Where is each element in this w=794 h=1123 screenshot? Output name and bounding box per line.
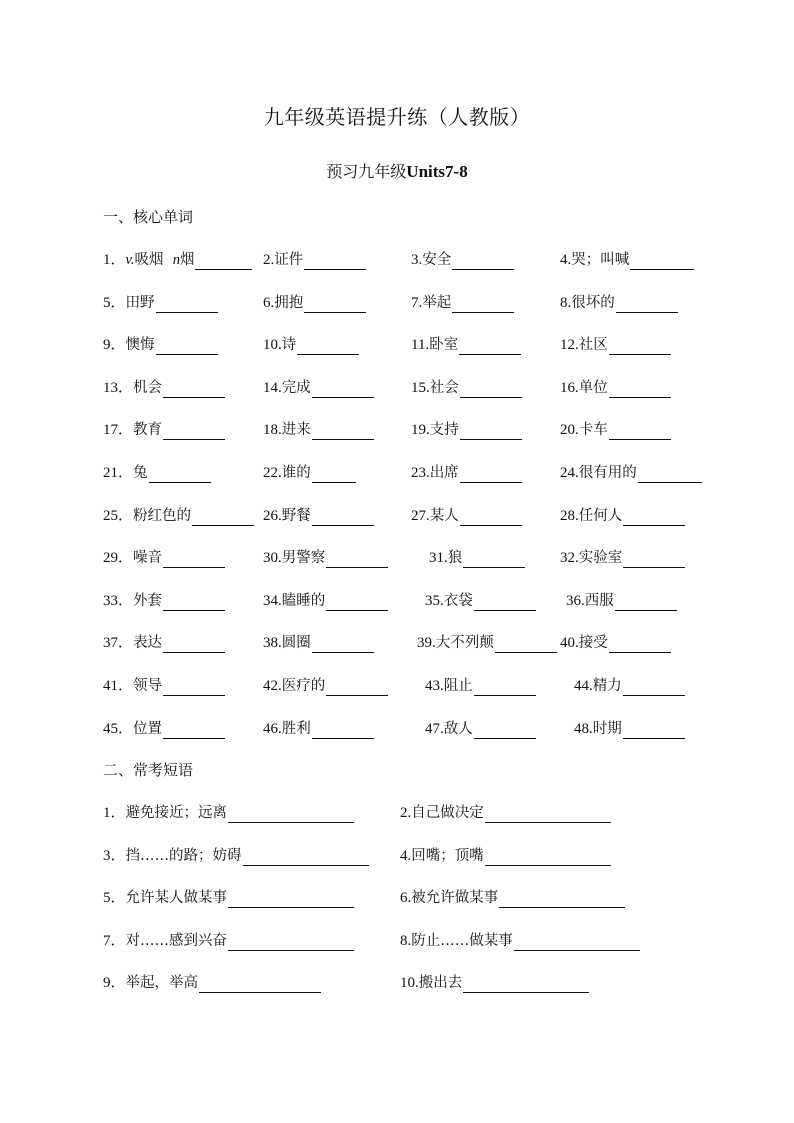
answer-blank[interactable] <box>474 724 536 739</box>
word-item-number: 31. <box>429 550 448 567</box>
word-item-number: 29． <box>103 550 134 567</box>
phrase-item-number: 5． <box>103 890 126 907</box>
answer-blank[interactable] <box>163 724 225 739</box>
word-item-text: 吸烟 <box>134 252 173 268</box>
word-item-text: 懊悔 <box>125 337 155 354</box>
answer-blank[interactable] <box>452 255 514 270</box>
word-item <box>263 335 359 355</box>
word-item-number: 3. <box>411 252 423 268</box>
word-item-number: 38. <box>263 635 282 652</box>
answer-blank[interactable] <box>228 936 354 951</box>
phrase-item-number: 6. <box>400 890 412 907</box>
word-item-number: 44. <box>574 678 593 694</box>
word-item-text: 胜利 <box>281 720 311 737</box>
word-item <box>103 378 225 398</box>
answer-blank[interactable] <box>312 638 374 653</box>
word-item <box>560 463 702 483</box>
word-item-text: 表达 <box>133 635 163 652</box>
word-item <box>263 463 356 483</box>
word-item-number: 12. <box>560 337 579 354</box>
word-item <box>263 293 366 313</box>
phrase-item-text: 举起，举高 <box>125 975 199 992</box>
word-item <box>263 250 366 270</box>
answer-blank[interactable] <box>474 596 536 611</box>
answer-blank[interactable] <box>485 851 611 866</box>
word-item <box>103 463 211 483</box>
word-item-text: 野餐 <box>281 507 311 524</box>
answer-blank[interactable] <box>326 553 388 568</box>
part-of-speech-verb: v. <box>125 252 135 268</box>
answer-blank[interactable] <box>243 851 369 866</box>
word-item-number: 39. <box>417 635 436 652</box>
phrase-item-number: 9． <box>103 975 126 992</box>
word-item <box>263 378 374 398</box>
word-item-number: 23. <box>411 465 430 481</box>
word-item-text: 兔 <box>133 465 148 481</box>
word-item-text: 某人 <box>429 507 459 524</box>
phrase-item <box>103 931 354 951</box>
answer-blank[interactable] <box>638 468 702 483</box>
word-item-text: 支持 <box>429 422 459 439</box>
answer-blank[interactable] <box>156 298 218 313</box>
answer-blank[interactable] <box>463 553 525 568</box>
word-item <box>103 591 225 611</box>
word-item-text: 社区 <box>578 337 608 354</box>
word-item <box>566 591 677 611</box>
word-item <box>103 293 218 313</box>
answer-blank[interactable] <box>623 681 685 696</box>
word-item-text: 卡车 <box>578 422 608 439</box>
word-item-text: 精力 <box>592 678 622 694</box>
word-item-text: 安全 <box>422 252 452 268</box>
answer-blank[interactable] <box>312 511 374 526</box>
word-item-text: 时期 <box>592 720 622 737</box>
answer-blank[interactable] <box>149 468 211 483</box>
word-item <box>560 506 685 526</box>
word-item-number: 15. <box>411 379 430 396</box>
word-item-number: 24. <box>560 465 579 481</box>
subtitle-chinese: 预习九年级 <box>326 162 407 181</box>
word-item-text: 粉红色的 <box>133 507 192 524</box>
word-item <box>263 676 388 696</box>
page-subtitle <box>0 159 794 182</box>
word-item-number: 25． <box>103 507 134 524</box>
answer-blank[interactable] <box>163 383 225 398</box>
word-item-number: 32. <box>560 550 579 567</box>
word-item-number: 48. <box>574 720 593 737</box>
word-item <box>574 676 685 696</box>
word-item-text: 外套 <box>133 592 163 609</box>
word-item-text: 大不列颠 <box>435 635 494 652</box>
subtitle-units: Units7-8 <box>406 162 468 181</box>
word-item-text: 敌人 <box>443 720 473 737</box>
word-item-number: 19. <box>411 422 430 439</box>
word-item-number: 2. <box>263 252 275 268</box>
answer-blank[interactable] <box>460 468 522 483</box>
word-item <box>103 719 225 739</box>
word-item <box>411 420 522 440</box>
word-item <box>560 293 678 313</box>
answer-blank[interactable] <box>192 511 254 526</box>
page-title: 九年级英语提升练（人教版） <box>263 105 531 129</box>
word-item-number: 27. <box>411 507 430 524</box>
phrase-item-number: 3． <box>103 847 126 864</box>
word-item-number: 30. <box>263 550 282 567</box>
phrase-item <box>103 888 354 908</box>
word-item-number: 5． <box>103 294 126 311</box>
word-item <box>425 676 536 696</box>
word-item-text: 很坏的 <box>571 294 615 311</box>
word-item <box>411 335 521 355</box>
phrase-item-text: 自己做决定 <box>411 805 484 821</box>
word-item-text: 谁的 <box>281 465 311 481</box>
phrase-item-text: 挡……的路；妨碍 <box>125 847 242 864</box>
word-item-number: 47. <box>425 720 444 737</box>
word-item-number: 1． <box>103 252 126 268</box>
answer-blank[interactable] <box>163 425 225 440</box>
word-item <box>263 506 374 526</box>
word-item <box>263 719 374 739</box>
phrase-item-text: 允许某人做某事 <box>125 890 228 907</box>
word-item-text: 任何人 <box>578 507 623 524</box>
phrase-item-text: 对……感到兴奋 <box>125 932 228 949</box>
word-item <box>574 719 685 739</box>
answer-blank[interactable] <box>163 681 225 696</box>
answer-blank[interactable] <box>623 553 685 568</box>
word-item-text: 圆圈 <box>281 635 311 652</box>
answer-blank[interactable] <box>228 808 354 823</box>
word-item-text: 完成 <box>281 379 311 396</box>
word-item-text: 诗 <box>281 337 297 354</box>
answer-blank[interactable] <box>460 511 522 526</box>
word-item-text: 进来 <box>281 422 311 439</box>
word-item <box>103 420 225 440</box>
word-item-text: 西服 <box>584 592 614 609</box>
answer-blank[interactable] <box>312 468 356 483</box>
word-item-number: 17． <box>103 422 134 439</box>
phrase-item <box>103 846 369 866</box>
answer-blank[interactable] <box>195 255 252 270</box>
word-item-number: 6. <box>263 294 275 311</box>
word-item-text: 单位 <box>578 379 608 396</box>
answer-blank[interactable] <box>499 893 625 908</box>
answer-blank[interactable] <box>163 596 225 611</box>
word-item <box>103 506 254 526</box>
word-item <box>263 420 374 440</box>
word-item-number: 40. <box>560 635 579 652</box>
answer-blank[interactable] <box>623 724 685 739</box>
answer-blank[interactable] <box>630 255 694 270</box>
part-of-speech-noun: n <box>172 252 180 268</box>
word-item-text: 烟 <box>179 252 195 268</box>
answer-blank[interactable] <box>485 808 611 823</box>
word-item-text: 机会 <box>133 379 163 396</box>
word-item-text: 出席 <box>429 465 459 481</box>
answer-blank[interactable] <box>460 383 522 398</box>
word-item-number: 35. <box>425 592 444 609</box>
word-item-text: 田野 <box>125 294 155 311</box>
word-item-text: 哭；叫喊 <box>571 252 630 268</box>
answer-blank[interactable] <box>304 255 366 270</box>
answer-blank[interactable] <box>474 681 536 696</box>
word-item <box>411 463 522 483</box>
word-item <box>560 335 671 355</box>
word-item-number: 34. <box>263 592 282 609</box>
phrase-item <box>400 846 611 866</box>
answer-blank[interactable] <box>463 978 589 993</box>
word-item-number: 9． <box>103 337 126 354</box>
word-item <box>411 378 522 398</box>
phrase-item-number: 4. <box>400 847 412 864</box>
word-item-number: 8. <box>560 294 572 311</box>
word-item-text: 接受 <box>578 635 608 652</box>
phrase-item-number: 2. <box>400 805 412 821</box>
answer-blank[interactable] <box>616 298 678 313</box>
word-item-number: 18. <box>263 422 282 439</box>
word-item-text: 实验室 <box>578 550 623 567</box>
word-item <box>263 591 388 611</box>
word-item-text: 社会 <box>429 379 459 396</box>
word-item-number: 4. <box>560 252 572 268</box>
phrase-item <box>400 973 589 993</box>
word-item <box>560 378 671 398</box>
answer-blank[interactable] <box>297 340 359 355</box>
word-item-number: 33． <box>103 592 134 609</box>
word-item-text: 卧室 <box>429 337 459 354</box>
word-item-text: 很有用的 <box>578 465 637 481</box>
word-item <box>411 293 514 313</box>
word-item <box>103 676 225 696</box>
word-item <box>417 633 557 653</box>
word-item-text: 医疗的 <box>281 678 326 694</box>
word-item <box>263 548 388 568</box>
word-item-text: 瞌睡的 <box>281 592 326 609</box>
word-item <box>411 250 514 270</box>
word-item-text: 阻止 <box>443 678 473 694</box>
word-item-number: 42. <box>263 678 282 694</box>
answer-blank[interactable] <box>312 383 374 398</box>
word-item-number: 46. <box>263 720 282 737</box>
word-item-number: 37． <box>103 635 134 652</box>
word-item-number: 10. <box>263 337 282 354</box>
answer-blank[interactable] <box>326 596 388 611</box>
word-item-number: 43. <box>425 678 444 694</box>
answer-blank[interactable] <box>163 638 225 653</box>
answer-blank[interactable] <box>326 681 388 696</box>
answer-blank[interactable] <box>514 936 640 951</box>
word-item-number: 11. <box>411 337 430 354</box>
word-item <box>103 633 225 653</box>
word-item-number: 21． <box>103 465 134 481</box>
word-item <box>103 335 218 355</box>
answer-blank[interactable] <box>615 596 677 611</box>
word-item-text: 证件 <box>274 252 304 268</box>
word-item <box>425 719 536 739</box>
word-item <box>560 548 685 568</box>
word-item-number: 26. <box>263 507 282 524</box>
answer-blank[interactable] <box>609 425 671 440</box>
word-item-text: 领导 <box>133 678 163 694</box>
phrase-item-text: 避免接近；远离 <box>125 805 228 821</box>
word-item-number: 20. <box>560 422 579 439</box>
word-item-number: 41． <box>103 678 134 694</box>
answer-blank[interactable] <box>609 638 671 653</box>
answer-blank[interactable] <box>156 340 218 355</box>
answer-blank[interactable] <box>312 425 374 440</box>
phrase-item-text: 回嘴；顶嘴 <box>411 847 484 864</box>
answer-blank[interactable] <box>460 425 522 440</box>
phrase-item-number: 10. <box>400 975 419 992</box>
word-item <box>103 548 225 568</box>
answer-blank[interactable] <box>459 340 521 355</box>
phrase-item <box>103 803 354 823</box>
word-item <box>560 633 671 653</box>
answer-blank[interactable] <box>199 978 321 993</box>
answer-blank[interactable] <box>312 724 374 739</box>
phrase-item <box>400 931 640 951</box>
phrase-item-number: 1． <box>103 805 126 821</box>
word-item <box>429 548 525 568</box>
word-item <box>103 250 252 270</box>
word-item <box>411 506 522 526</box>
answer-blank[interactable] <box>623 511 685 526</box>
phrase-item <box>103 973 321 993</box>
answer-blank[interactable] <box>609 340 671 355</box>
phrase-item-text: 防止……做某事 <box>411 932 513 949</box>
phrase-item <box>400 888 625 908</box>
word-item-number: 7. <box>411 294 423 311</box>
word-item-text: 举起 <box>422 294 452 311</box>
word-item-number: 36. <box>566 592 585 609</box>
section-heading-core-words: 一、核心单词 <box>103 208 194 226</box>
word-item <box>560 420 671 440</box>
phrase-item-text: 搬出去 <box>418 975 463 992</box>
answer-blank[interactable] <box>163 553 225 568</box>
answer-blank[interactable] <box>452 298 514 313</box>
section-heading-phrases: 二、常考短语 <box>103 761 194 779</box>
word-item-number: 28. <box>560 507 579 524</box>
word-item-text: 男警察 <box>281 550 326 567</box>
answer-blank[interactable] <box>228 893 354 908</box>
word-item-text: 衣袋 <box>443 592 473 609</box>
phrase-item-number: 7． <box>103 932 126 949</box>
word-item <box>263 633 374 653</box>
word-item-number: 45． <box>103 720 134 737</box>
phrase-item-number: 8. <box>400 932 412 949</box>
word-item <box>425 591 536 611</box>
phrase-item-text: 被允许做某事 <box>411 890 499 907</box>
word-item-number: 16. <box>560 379 579 396</box>
word-item-text: 狼 <box>447 550 463 567</box>
word-item <box>560 250 694 270</box>
word-item-number: 22. <box>263 465 282 481</box>
word-item-text: 教育 <box>133 422 163 439</box>
phrase-item <box>400 803 611 823</box>
word-item-number: 14. <box>263 379 282 396</box>
word-item-text: 拥抱 <box>274 294 304 311</box>
word-item-number: 13． <box>103 379 134 396</box>
answer-blank[interactable] <box>304 298 366 313</box>
word-item-text: 位置 <box>133 720 163 737</box>
answer-blank[interactable] <box>495 638 557 653</box>
answer-blank[interactable] <box>609 383 671 398</box>
word-item-text: 噪音 <box>133 550 163 567</box>
